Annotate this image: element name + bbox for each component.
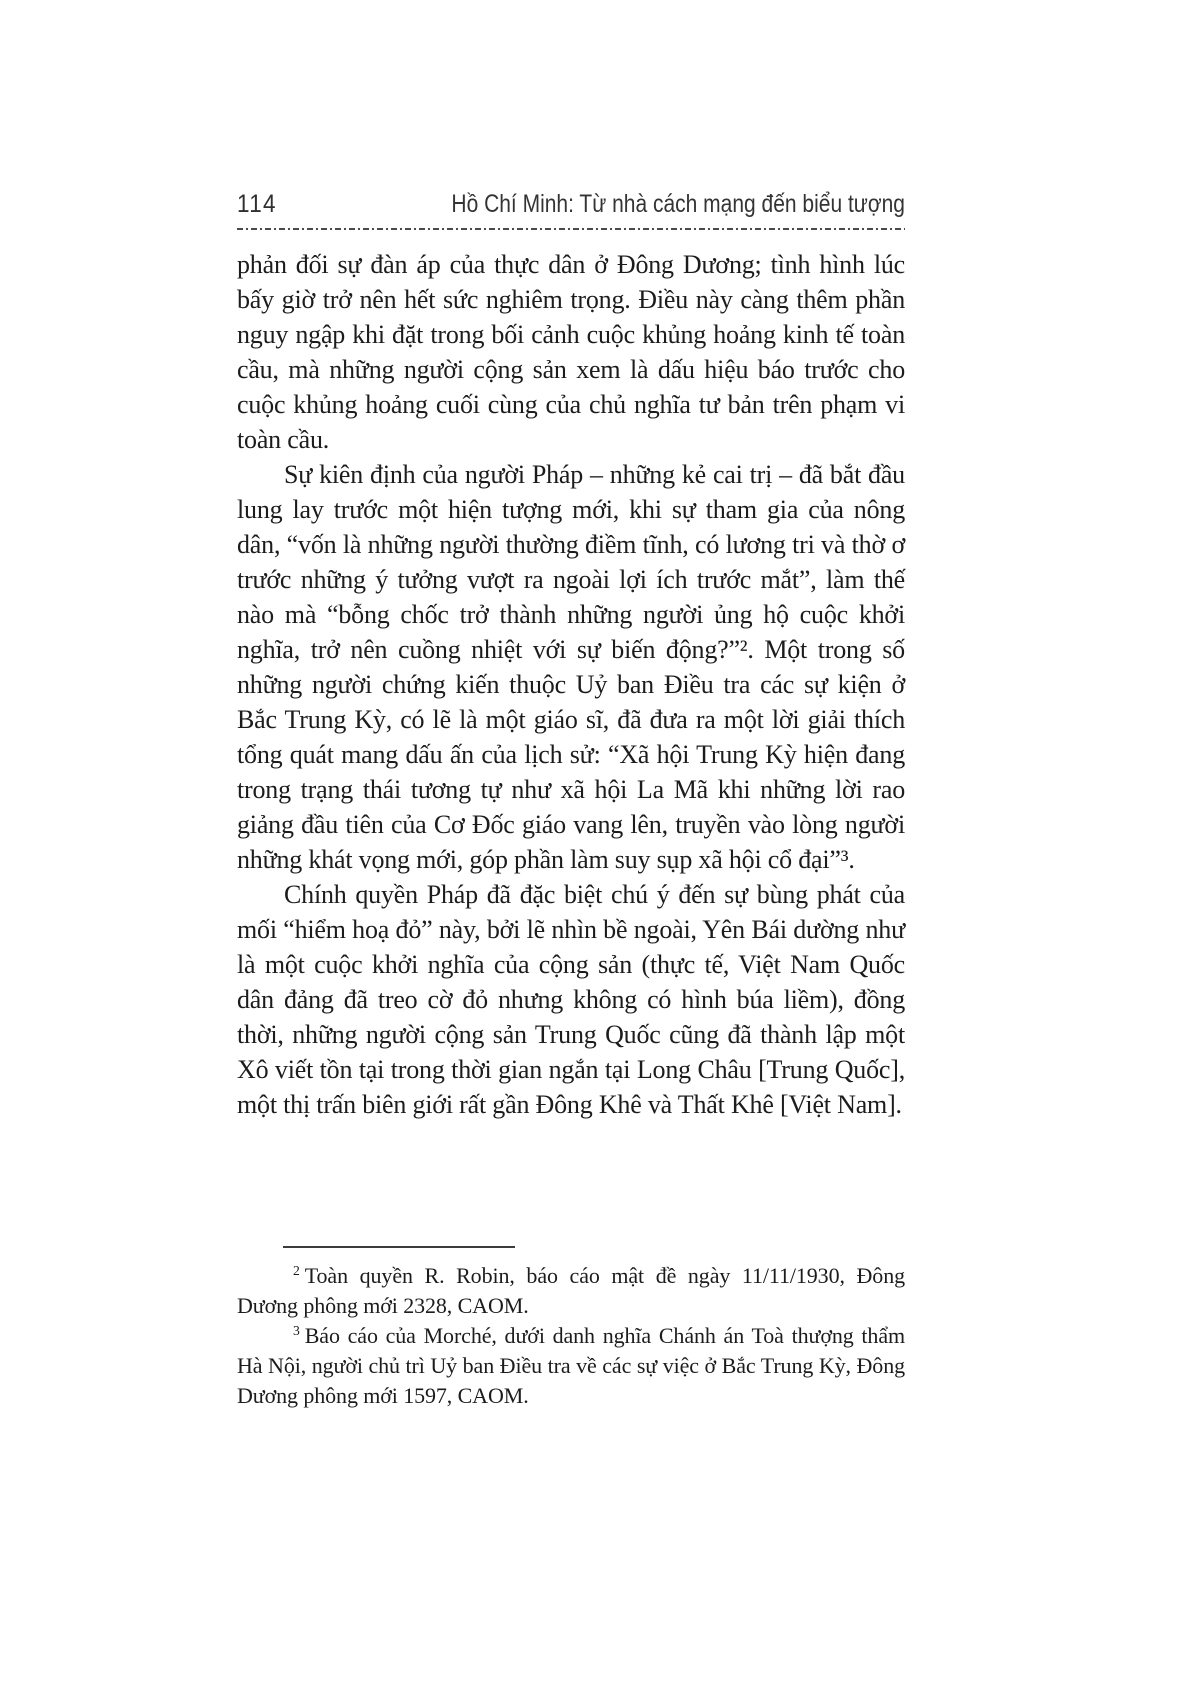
footnote [237,1261,905,1321]
footnote-text: Toàn quyền R. Robin, báo cáo mật đề ngày 11/11/1930, Đông Dương phông mới 2328, CAOM. [237,1263,905,1318]
footnote [237,1321,905,1411]
page-number: 114 [237,190,277,218]
footnote-separator [283,1246,515,1248]
body-paragraph: Chính quyền Pháp đã đặc biệt chú ý đến sự bùng phát của mối “hiểm hoạ đỏ” này, bởi lẽ nhìn bề ngoài, Yên Bái dường như là một cuộc khởi nghĩa của cộng sản (thực tế, Việt Nam Quốc dân đảng đã treo cờ đỏ nhưng không có hình búa liềm), đồng thời, những người cộng sản Trung Quốc cũng đã thành lập một Xô viết tồn tại trong thời gian ngắn tại Long Châu [Trung Quốc], một thị trấn biên giới rất gần Đông Khê và Thất Khê [Việt Nam]. [237,880,905,1119]
body-paragraph: phản đối sự đàn áp của thực dân ở Đông Dương; tình hình lúc bấy giờ trở nên hết sức nghiêm trọng. Điều này càng thêm phần nguy ngập khi đặt trong bối cảnh cuộc khủng hoảng kinh tế toàn cầu, mà những người cộng sản xem là dấu hiệu báo trước cho cuộc khủng hoảng cuối cùng của chủ nghĩa tư bản trên phạm vi toàn cầu. [237,250,905,454]
running-title: Hồ Chí Minh: Từ nhà cách mạng đến biểu tượng [451,190,905,218]
footnote-marker: 2 [293,1262,300,1278]
page-header [237,190,905,219]
page-body [237,247,905,1122]
body-paragraph: Sự kiên định của người Pháp – những kẻ cai trị – đã bắt đầu lung lay trước một hiện tượng mới, khi sự tham gia của nông dân, “vốn là những người thường điềm tĩnh, có lương tri và thờ ơ trước những ý tưởng vượt ra ngoài lợi ích trước mắt”, làm thế nào mà “bỗng chốc trở thành những người ủng hộ cuộc khởi nghĩa, trở nên cuồng nhiệt với sự biến động?”². Một trong số những người chứng kiến thuộc Uỷ ban Điều tra các sự kiện ở Bắc Trung Kỳ, có lẽ là một giáo sĩ, đã đưa ra một lời giải thích tổng quát mang dấu ấn của lịch sử: “Xã hội Trung Kỳ hiện đang trong trạng thái tương tự như xã hội La Mã khi những lời rao giảng đầu tiên của Cơ Đốc giáo vang lên, truyền vào lòng người những khát vọng mới, góp phần làm suy sụp xã hội cổ đại”³. [237,460,905,874]
footnote-text: Báo cáo của Morché, dưới danh nghĩa Chánh án Toà thượng thẩm Hà Nội, người chủ trì Uỷ ban Điều tra về các sự việc ở Bắc Trung Kỳ, Đông Dương phông mới 1597, CAOM. [237,1323,905,1408]
header-rule [237,228,905,230]
footnote-marker: 3 [293,1322,300,1338]
footnotes-section [237,1246,905,1411]
